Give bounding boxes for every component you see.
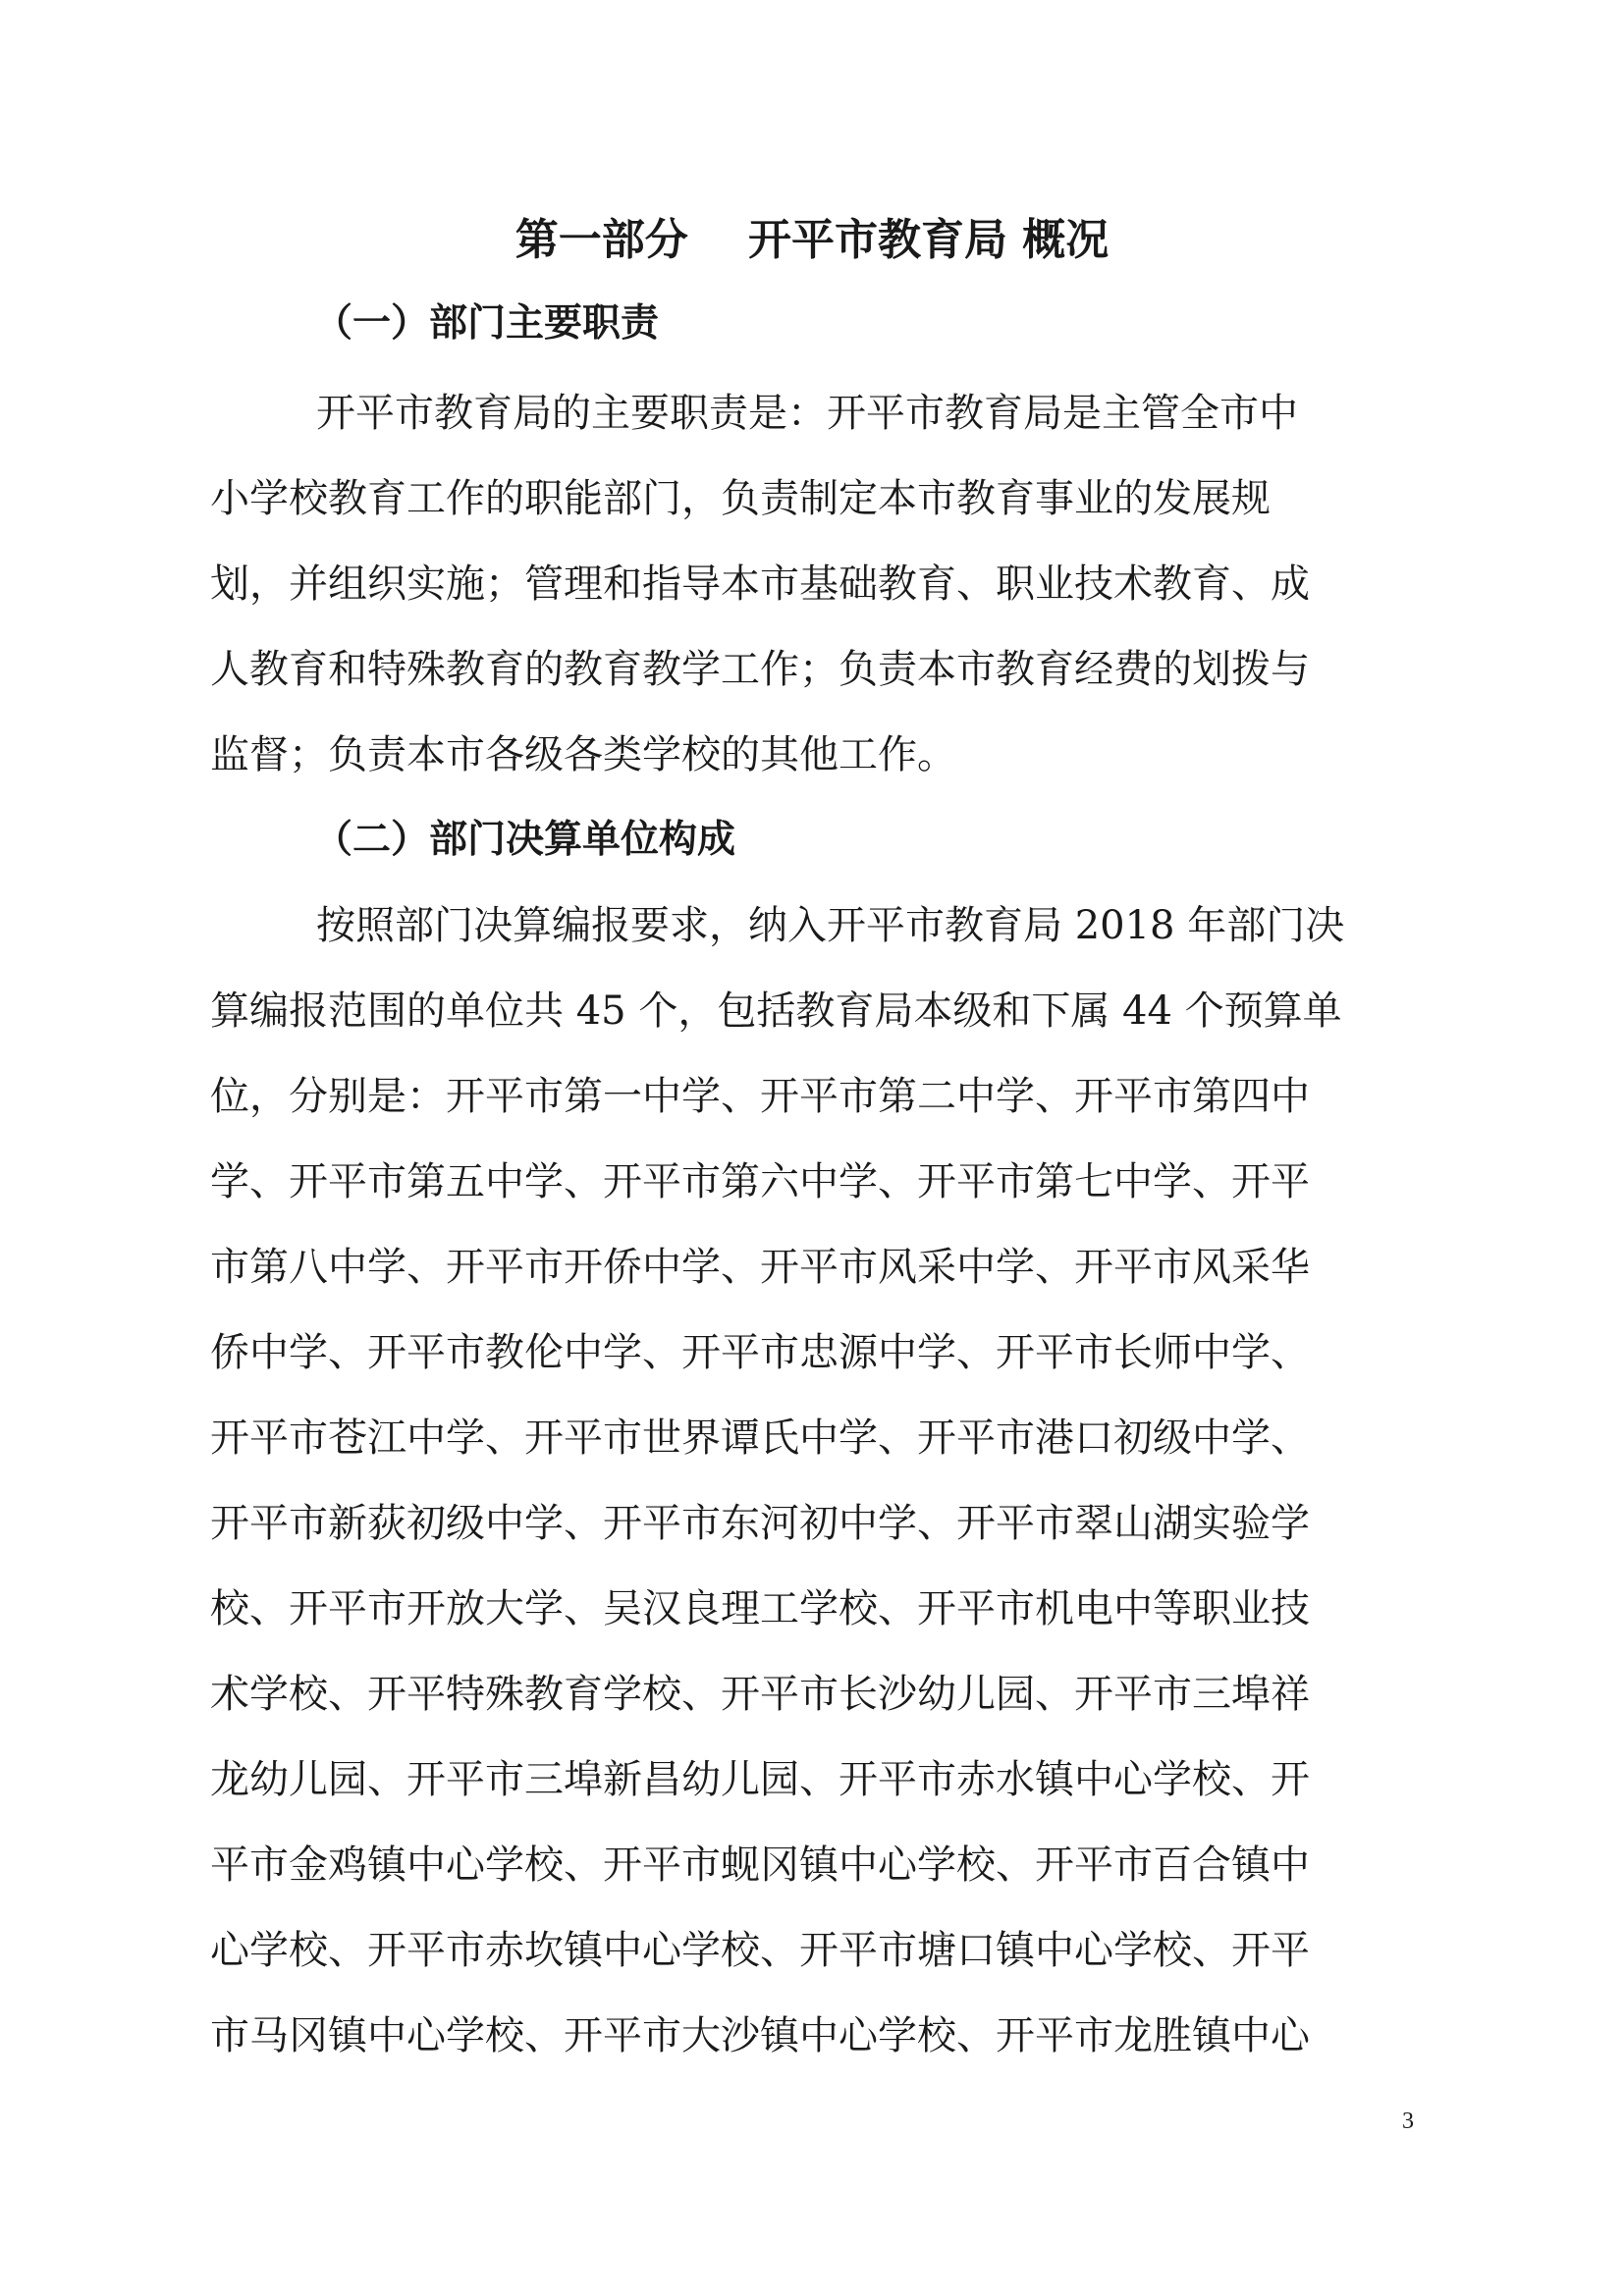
page-number: 3 <box>1402 2109 1414 2134</box>
paragraph-line: 开平市教育局的主要职责是：开平市教育局是主管全市中 <box>316 391 1298 436</box>
paragraph-line: 学、开平市第五中学、开平市第六中学、开平市第七中学、开平 <box>210 1159 1310 1204</box>
paragraph-line: 开平市新荻初级中学、开平市东河初中学、开平市翠山湖实验学 <box>210 1501 1310 1546</box>
paragraph-line: 侨中学、开平市教伦中学、开平市忠源中学、开平市长师中学、 <box>210 1330 1310 1375</box>
paragraph-line: 划，并组织实施；管理和指导本市基础教育、职业技术教育、成 <box>210 561 1310 607</box>
section-heading-units: （二）部门决算单位构成 <box>314 818 736 862</box>
paragraph-line: 市马冈镇中心学校、开平市大沙镇中心学校、开平市龙胜镇中心 <box>210 2013 1310 2058</box>
paragraph-line: 校、开平市开放大学、吴汉良理工学校、开平市机电中等职业技 <box>210 1586 1310 1631</box>
paragraph-line: 监督；负责本市各级各类学校的其他工作。 <box>210 732 956 777</box>
paragraph-line: 心学校、开平市赤坎镇中心学校、开平市塘口镇中心学校、开平 <box>210 1928 1310 1973</box>
section-heading-responsibilities: （一）部门主要职责 <box>314 301 660 346</box>
paragraph-line: 人教育和特殊教育的教育教学工作；负责本市教育经费的划拨与 <box>210 647 1310 692</box>
paragraph-line: 位，分别是：开平市第一中学、开平市第二中学、开平市第四中 <box>210 1074 1310 1119</box>
paragraph-line: 开平市苍江中学、开平市世界谭氏中学、开平市港口初级中学、 <box>210 1415 1310 1461</box>
page-title: 第一部分 开平市教育局 概况 <box>514 215 1110 265</box>
paragraph-line: 小学校教育工作的职能部门，负责制定本市教育事业的发展规 <box>210 476 1271 521</box>
paragraph-line: 平市金鸡镇中心学校、开平市蚬冈镇中心学校、开平市百合镇中 <box>210 1842 1310 1888</box>
paragraph-line: 市第八中学、开平市开侨中学、开平市风采中学、开平市风采华 <box>210 1245 1310 1290</box>
paragraph-line: 龙幼儿园、开平市三埠新昌幼儿园、开平市赤水镇中心学校、开 <box>210 1757 1310 1802</box>
paragraph-line: 术学校、开平特殊教育学校、开平市长沙幼儿园、开平市三埠祥 <box>210 1672 1310 1717</box>
paragraph-line: 按照部门决算编报要求，纳入开平市教育局 2018 年部门决 <box>316 903 1345 948</box>
paragraph-line: 算编报范围的单位共 45 个，包括教育局本级和下属 44 个预算单 <box>210 988 1342 1034</box>
